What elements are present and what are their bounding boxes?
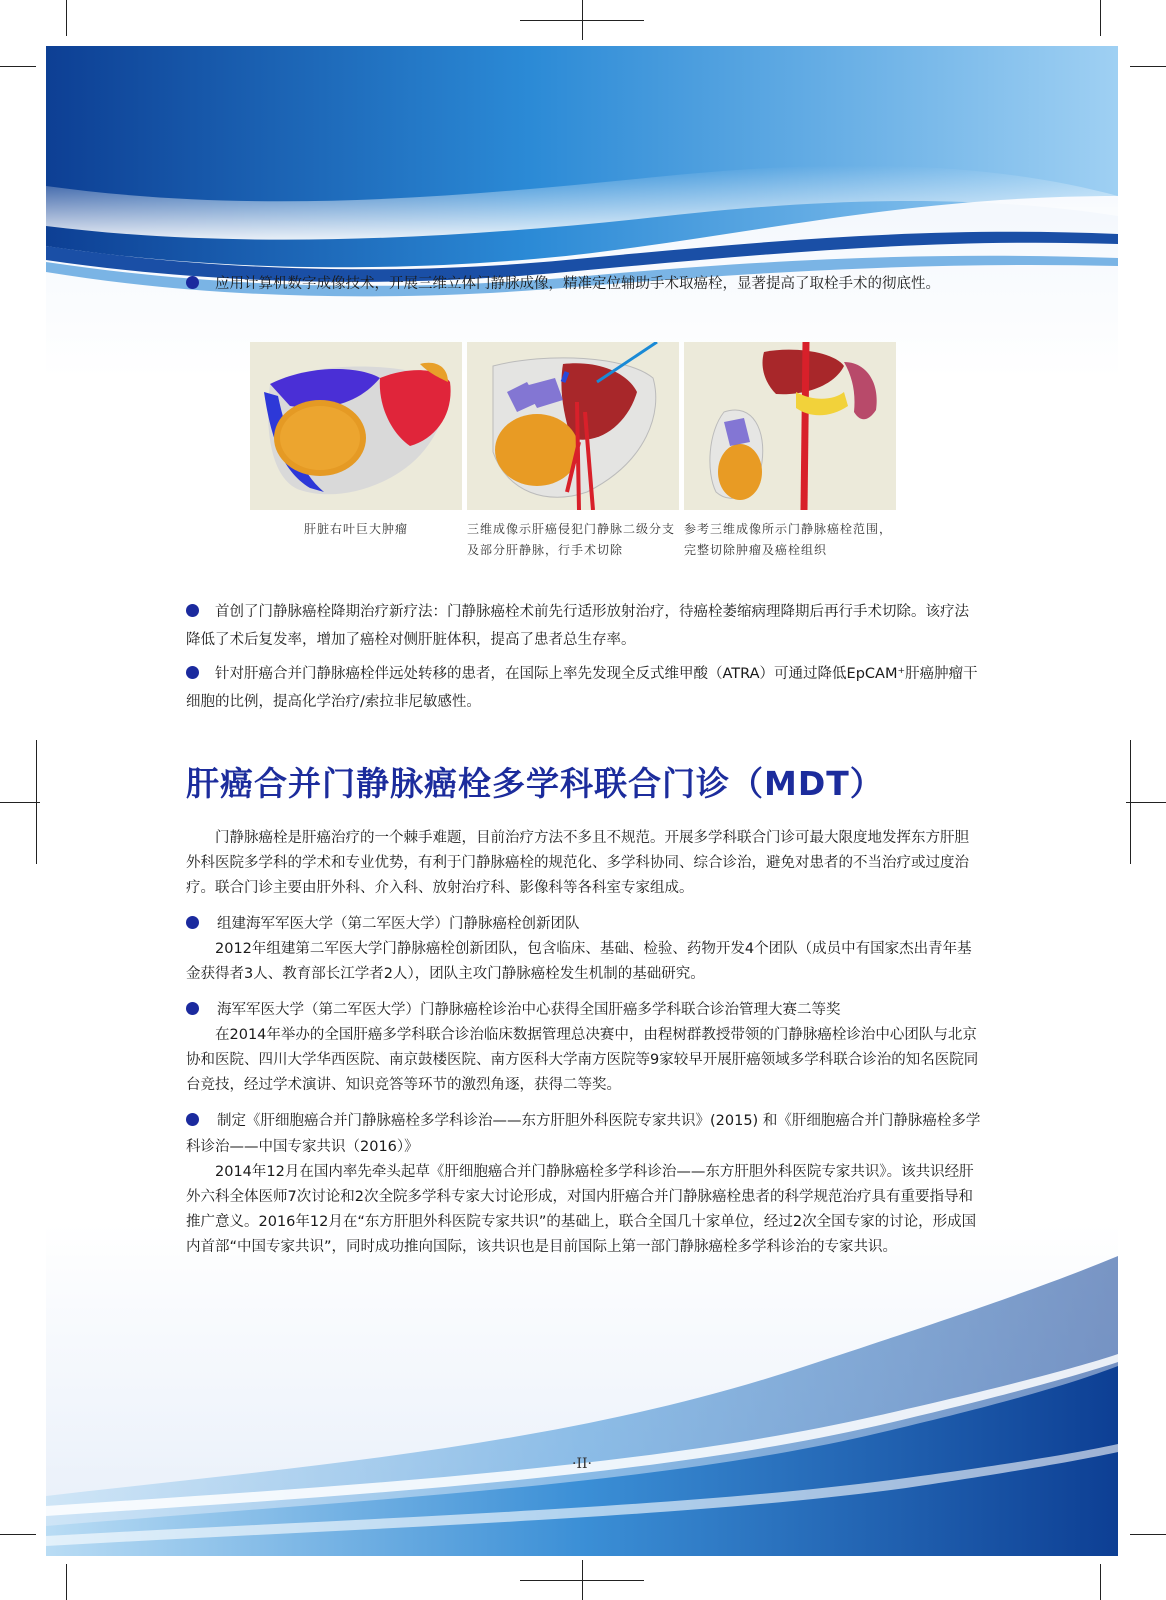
- figure-row: [250, 342, 896, 584]
- crop-mark: [1126, 802, 1166, 803]
- crop-mark: [1130, 66, 1166, 67]
- bullet-paragraph: [186, 270, 981, 298]
- document-page: [46, 46, 1118, 1556]
- bullet-dot-icon: [186, 916, 199, 929]
- crop-mark: [520, 1580, 644, 1581]
- figure-caption: 肝脏右叶巨大肿瘤: [303, 522, 408, 536]
- item-title-text: 海军军医大学（第二军医大学）门静脉癌栓诊治中心获得全国肝癌多学科联合诊治管理大赛二等奖: [217, 1002, 841, 1018]
- top-wave-banner: [46, 46, 1118, 346]
- crop-mark: [66, 1564, 67, 1600]
- intro-paragraph: 门静脉癌栓是肝癌治疗的一个棘手难题，目前治疗方法不多且不规范。开展多学科联合门诊可最大限度地发挥东方肝胆外科医院多学科的学术和专业优势，有利于门静脉癌栓的规范化、多学科协同、综合诊治，避免对患者的不当治疗或过度治疗。联合门诊主要由肝外科、介入科、放射治疗科、影像科等各科室专家组成。: [186, 830, 969, 896]
- bullet-paragraph: [186, 598, 981, 654]
- bullet-dot-icon: [186, 1113, 199, 1126]
- crop-mark: [0, 1534, 36, 1535]
- bullet-paragraph: [186, 660, 981, 716]
- item-title: [186, 1108, 981, 1160]
- page-number: ·II·: [572, 1456, 592, 1472]
- figure-caption: 三维成像示肝癌侵犯门静脉二级分支及部分肝静脉，行手术切除: [467, 522, 676, 557]
- thrombus-resection-3d-image: [684, 342, 896, 510]
- portal-vein-3d-image: [467, 342, 679, 510]
- section-heading: 肝癌合并门静脉癌栓多学科联合门诊（MDT）: [186, 764, 884, 803]
- item-body: 2014年12月在国内率先牵头起草《肝细胞癌合并门静脉癌栓多学科诊治——东方肝胆外科医院专家共识》。该共识经肝外六科全体医师7次讨论和2次全院多学科专家大讨论形成，对国内肝癌合并门静脉癌栓患者的科学规范治疗具有重要指导和推广意义。2016年12月在“东方肝胆外科医院专家共识”的基础上，联合全国几十家单位，经过2次全国专家的讨论，形成国内首部“中国专家共识”，同时成功推向国际，该共识也是目前国际上第一部门静脉癌栓多学科诊治的专家共识。: [186, 1164, 977, 1255]
- liver-3d-image: [250, 342, 462, 510]
- bullet-text: 应用计算机数字成像技术，开展三维立体门静脉成像，精准定位辅助手术取癌栓，显著提高了取栓手术的彻底性。: [215, 276, 940, 292]
- bullet-text: 针对肝癌合并门静脉癌栓伴远处转移的患者，在国际上率先发现全反式维甲酸（ATRA）可通过降低EpCAM⁺肝癌肿瘤干细胞的比例，提高化学治疗/索拉非尼敏感性。: [186, 666, 978, 710]
- crop-mark: [1130, 1534, 1166, 1535]
- item-title: [186, 911, 981, 937]
- figure-2: [467, 342, 679, 561]
- bullet-dot-icon: [186, 1002, 199, 1015]
- bullet-dot-icon: [186, 666, 199, 679]
- item-title-text: 制定《肝细胞癌合并门静脉癌栓多学科诊治——东方肝胆外科医院专家共识》(2015) 和《肝细胞癌合并门静脉癌栓多学科诊治——中国专家共识（2016）》: [186, 1113, 981, 1155]
- mdt-section-body: [186, 826, 981, 1260]
- figure-3: [684, 342, 896, 561]
- figure-caption: 参考三维成像所示门静脉癌栓范围，完整切除肿瘤及癌栓组织: [684, 522, 893, 557]
- bullet-dot-icon: [186, 604, 199, 617]
- innovation-bullets: [186, 598, 981, 716]
- item-body: 在2014年举办的全国肝癌多学科联合诊治临床数据管理总决赛中，由程树群教授带领的门静脉癌栓诊治中心团队与北京协和医院、四川大学华西医院、南京鼓楼医院、南方医科大学南方医院等9家较早开展肝癌领域多学科联合诊治的知名医院同台竞技，经过学术演讲、知识竞答等环节的激烈角逐，获得二等奖。: [186, 1027, 979, 1093]
- figure-1: [250, 342, 462, 540]
- bullet-text: 首创了门静脉癌栓降期治疗新疗法：门静脉癌栓术前先行适形放射治疗，待癌栓萎缩病理降期后再行手术切除。该疗法降低了术后复发率，增加了癌栓对侧肝脏体积，提高了患者总生存率。: [186, 604, 969, 648]
- crop-mark: [0, 66, 36, 67]
- crop-mark: [1100, 1564, 1101, 1600]
- bullet-dot-icon: [186, 276, 199, 289]
- crop-mark: [1100, 0, 1101, 36]
- item-title-text: 组建海军军医大学（第二军医大学）门静脉癌栓创新团队: [217, 916, 580, 932]
- crop-mark: [66, 0, 67, 36]
- main-content: [186, 270, 981, 298]
- crop-mark: [520, 20, 644, 21]
- item-title: [186, 997, 981, 1023]
- crop-mark: [0, 802, 40, 803]
- item-body: 2012年组建第二军医大学门静脉癌栓创新团队，包含临床、基础、检验、药物开发4个团队（成员中有国家杰出青年基金获得者3人、教育部长江学者2人），团队主攻门静脉癌栓发生机制的基础研究。: [186, 941, 972, 982]
